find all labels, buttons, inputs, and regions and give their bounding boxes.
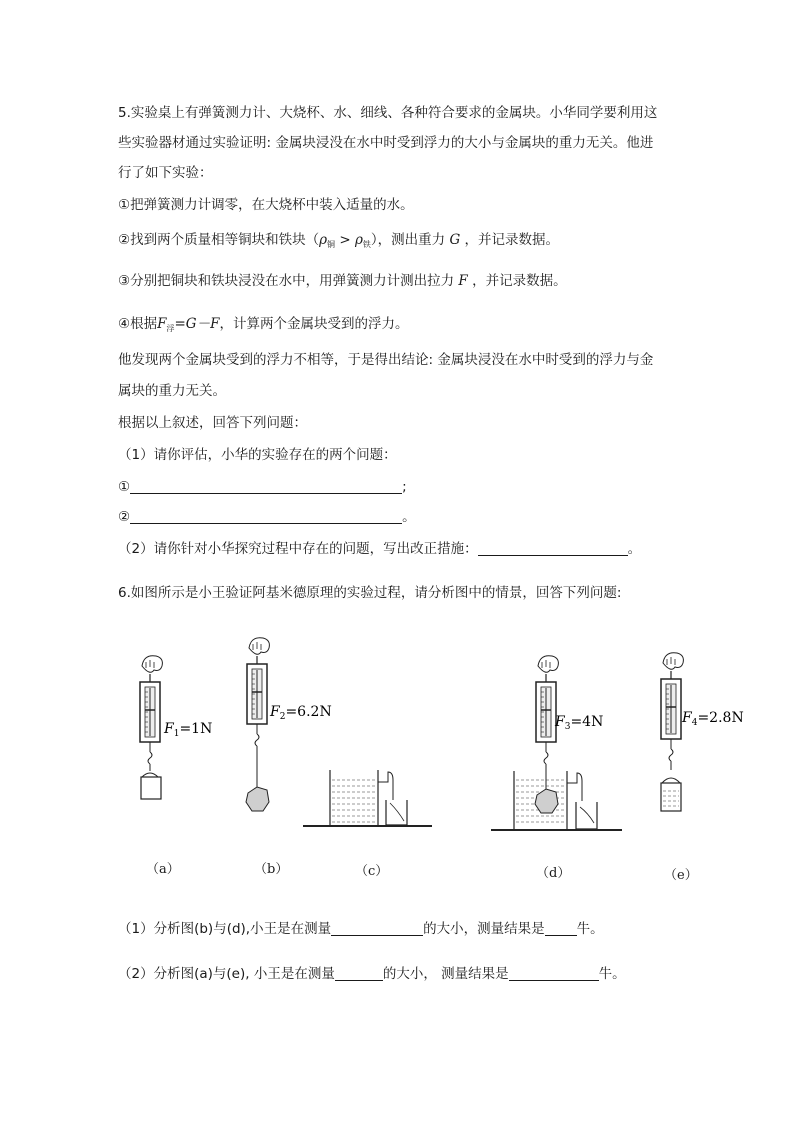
answer-1-label: ① xyxy=(118,479,131,495)
answer-2-label: ② xyxy=(118,509,131,525)
caption-b: （b） xyxy=(254,862,289,877)
q5-answer-1 xyxy=(118,478,407,496)
q5-text-line-1: 5.实验桌上有弹簧测力计、大烧杯、水、细线、各种符合要求的金属块。小华同学要利用这 xyxy=(118,105,658,121)
answer-2-blank[interactable] xyxy=(130,509,402,524)
q5-step-2-post: ，并记录数据。 xyxy=(464,232,560,248)
q5-text-line-2: 些实验器材通过实验证明: 金属块浸没在水中时受到浮力的大小与金属块的重力无关。他进 xyxy=(118,135,654,151)
part-2-quantity-blank[interactable] xyxy=(335,966,383,981)
sub-question-2-text: （2）请你针对小华探究过程中存在的问题，写出改正措施： xyxy=(118,541,478,557)
q5-step-2-pre: ②找到两个质量相等铜块和铁块（ xyxy=(118,232,320,248)
label-f4: $F_4=2.8N$ xyxy=(682,710,744,728)
q5-step-2-mid: ），测出重力 xyxy=(370,232,446,248)
q5-sub-question-1: （1）请你评估，小华的实验存在的两个问题： xyxy=(118,447,397,463)
answer-1-end: ; xyxy=(402,479,407,495)
buoyancy-formula: =G－F xyxy=(174,316,220,332)
q5-conclusion-line-1: 他发现两个金属块受到的浮力不相等，于是得出结论: 金属块浸没在水中时受到的浮力与金 xyxy=(118,352,654,368)
q6-part-1 xyxy=(118,920,604,938)
q5-answer-2 xyxy=(118,508,416,526)
label-f3: $F_3=4N$ xyxy=(555,714,604,732)
q5-text-line-3: 行了如下实验： xyxy=(118,165,213,181)
caption-c: （c） xyxy=(355,864,389,879)
part-2-pre: （2）分析图(a)与(e), 小王是在测量 xyxy=(118,966,335,982)
figure-e xyxy=(661,653,683,811)
iron-subscript: 铁 xyxy=(362,240,371,249)
force-symbol: F xyxy=(458,273,468,289)
archimedes-experiment-figure xyxy=(0,635,794,855)
rho-iron xyxy=(355,232,371,248)
q5-step-4-pre: ④根据 xyxy=(118,316,158,332)
figure-b xyxy=(246,638,269,811)
q5-step-2 xyxy=(118,231,559,254)
q5-step-1: ①把弹簧测力计调零，在大烧杯中装入适量的水。 xyxy=(118,197,414,213)
rho-symbol: ρ xyxy=(354,232,363,248)
part-2-mid: 的大小， 测量结果是 xyxy=(382,966,509,982)
q5-sub-question-2 xyxy=(118,540,641,558)
greater-than: > xyxy=(335,232,355,248)
part-2-end: 牛。 xyxy=(598,966,626,982)
buoyancy-subscript: 浮 xyxy=(166,324,175,333)
copper-subscript: 铜 xyxy=(327,240,336,249)
label-f1: $F_1=1N$ xyxy=(164,721,213,739)
part-1-end: 牛。 xyxy=(576,921,604,937)
caption-a: （a） xyxy=(146,862,180,877)
label-f2: $F_2=6.2N$ xyxy=(270,704,332,722)
q5-step-4 xyxy=(118,315,408,338)
answer-1-blank[interactable] xyxy=(130,479,402,494)
gravity-symbol: G xyxy=(449,232,461,248)
q5-step-3 xyxy=(118,272,567,290)
figure-d xyxy=(491,656,622,830)
part-1-quantity-blank[interactable] xyxy=(331,921,423,936)
part-2-result-blank[interactable] xyxy=(509,966,599,981)
rho-symbol: ρ xyxy=(319,232,328,248)
q5-step-3-pre: ③分别把铜块和铁块浸没在水中，用弹簧测力计测出拉力 xyxy=(118,273,455,289)
figure-a xyxy=(140,656,162,799)
sub-question-2-end: 。 xyxy=(627,541,642,557)
part-1-pre: （1）分析图(b)与(d),小王是在测量 xyxy=(118,921,332,937)
correction-blank[interactable] xyxy=(478,541,628,556)
rho-copper xyxy=(319,232,335,248)
buoyancy-symbol: F xyxy=(157,316,167,332)
q5-ask: 根据以上叙述，回答下列问题： xyxy=(118,415,307,431)
q5-conclusion-line-2: 属块的重力无关。 xyxy=(118,383,226,399)
caption-d: （d） xyxy=(536,866,571,881)
answer-2-end: 。 xyxy=(402,509,416,525)
part-1-mid: 的大小，测量结果是 xyxy=(423,921,545,937)
caption-e: （e） xyxy=(664,868,698,883)
part-1-result-blank[interactable] xyxy=(545,921,577,936)
q5-step-4-post: ，计算两个金属块受到的浮力。 xyxy=(219,316,409,332)
figure-c xyxy=(303,770,432,826)
q6-intro: 6.如图所示是小王验证阿基米德原理的实验过程，请分析图中的情景，回答下列问题: xyxy=(118,585,622,601)
q5-step-3-post: ，并记录数据。 xyxy=(472,273,567,289)
q6-part-2 xyxy=(118,965,626,983)
